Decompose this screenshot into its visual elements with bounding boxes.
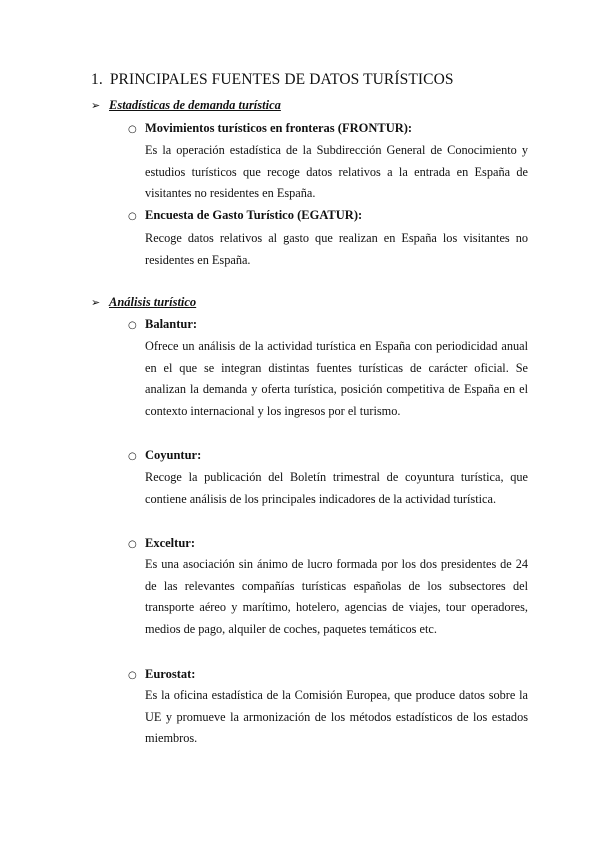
item-title-balantur: [128, 317, 197, 332]
section-heading-analisis: [91, 295, 196, 310]
circle-bullet-icon: ○: [128, 320, 137, 331]
item-title-egatur: [128, 208, 362, 223]
item-title-exceltur: [128, 536, 195, 551]
item-text-balantur: Ofrece un análisis de la actividad turística en España con periodicidad anual en el que se integran distintas fuentes turísticas de carácter oficial. Se analizan la demanda y oferta turística, posición competitiva de España en el contexto internacional y los ingresos por el turismo.: [145, 339, 528, 418]
item-name: Encuesta de Gasto Turístico (EGATUR):: [145, 208, 363, 222]
arrow-bullet-icon: ➢: [91, 99, 101, 112]
heading-number: 1.: [91, 71, 103, 88]
item-text-coyuntur: Recoge la publicación del Boletín trimestral de coyuntura turística, que contiene análisis de los principales indicadores de la actividad turística.: [145, 470, 528, 506]
item-name: Movimientos turísticos en fronteras (FRONTUR):: [145, 121, 413, 135]
item-title-coyuntur: [128, 448, 201, 463]
item-name: Exceltur:: [145, 536, 195, 550]
heading-title: PRINCIPALES FUENTES DE DATOS TURÍSTICOS: [109, 71, 454, 88]
arrow-bullet-icon: ➢: [91, 296, 101, 309]
item-text-frontur: Es la operación estadística de la Subdirección General de Conocimiento y estudios turísticos que recoge datos relativos a la entrada en España de visitantes no residentes en España.: [145, 143, 528, 200]
item-text-exceltur: Es una asociación sin ánimo de lucro formada por los dos presidentes de 24 de las relevantes compañías turísticas españolas de los subsectores del transporte aéreo y marítimo, hotelero, agencias de viajes, tour operadores, medios de pago, alquiler de coches, paquetes temáticos etc.: [145, 557, 528, 636]
circle-bullet-icon: ○: [128, 124, 137, 135]
section-title: Análisis turístico: [109, 295, 197, 309]
circle-bullet-icon: ○: [128, 670, 137, 681]
item-name: Coyuntur:: [145, 448, 202, 462]
circle-bullet-icon: ○: [128, 211, 137, 222]
item-name: Eurostat:: [145, 667, 196, 681]
item-name: Balantur:: [145, 317, 198, 331]
item-title-eurostat: [128, 667, 195, 682]
circle-bullet-icon: ○: [128, 451, 137, 462]
circle-bullet-icon: ○: [128, 539, 137, 550]
item-text-eurostat: Es la oficina estadística de la Comisión Europea, que produce datos sobre la UE y promueve la armonización de los métodos estadísticos de los estados miembros.: [145, 688, 528, 745]
item-text-egatur: Recoge datos relativos al gasto que realizan en España los visitantes no residentes en España.: [145, 231, 528, 267]
page-heading: [91, 71, 454, 89]
section-title: Estadísticas de demanda turística: [109, 98, 281, 112]
section-heading-demanda: [91, 98, 281, 113]
item-title-frontur: [128, 121, 412, 136]
